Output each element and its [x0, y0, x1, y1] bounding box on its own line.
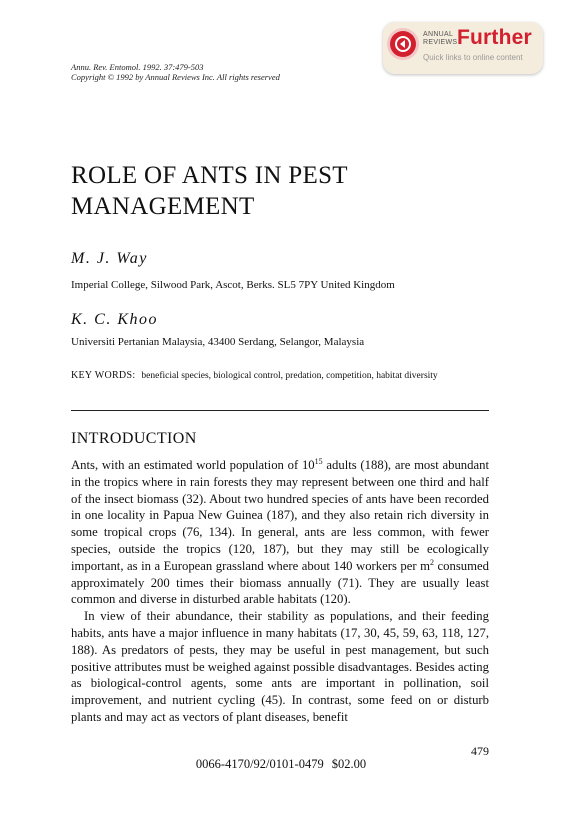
author-name: M. J. Way: [71, 250, 148, 267]
keywords: [71, 370, 438, 381]
paragraph: In view of their abundance, their stability as populations, and their feeding habits, ants have a major influence in many habitats (17, 30, 45, 59, 63, 118, 127, 188). As predators of pests, they may be useful in pest management, but such positive attributes must be weighed against possible disadvantages. Besides acting as biological-control agents, some ants are important in pollination, soil improvement, and nutrient cycling (45). In contrast, some feed on or disturb plants and may act as vectors of plant diseases, benefit: [71, 609, 489, 724]
author-affiliation: Universiti Pertanian Malaysia, 43400 Serdang, Selangor, Malaysia: [71, 336, 365, 348]
badge-subtitle: Quick links to online content: [423, 53, 523, 62]
paragraph-text: consumed approximately 200 times their biomass annually (71). They are usually least common and diverse in disturbed arable habitats (120).: [71, 558, 489, 607]
arrow-left-circle-icon: [390, 31, 416, 57]
keywords-label: KEY WORDS:: [71, 370, 136, 381]
superscript: 15: [314, 457, 323, 466]
section-heading: INTRODUCTION: [71, 430, 197, 447]
paragraph-text: adults (188), are most abundant in the tropics where in rain forests they may represent between one third and half of the insect biomass (32). About two hundred species of ants have been recorded in one locality in Papua New Guinea (187), and they also retain rich diversity in some tropical crops (76, 134). In general, ants are less common, with fewer species, outside the tropics (120, 187), but they may still be ecologically important, as in a European grassland where about 140 workers per m: [71, 458, 489, 573]
publication-code: [0, 757, 562, 772]
body-text: [71, 457, 489, 726]
author-name: K. C. Khoo: [71, 311, 159, 328]
section-divider: [71, 410, 489, 411]
badge-reviews-text: REVIEWS: [423, 39, 458, 46]
journal-citation: Annu. Rev. Entomol. 1992. 37:479-503: [71, 62, 204, 72]
further-badge[interactable]: [383, 22, 543, 74]
author-affiliation: Imperial College, Silwood Park, Ascot, Berks. SL5 7PY United Kingdom: [71, 279, 395, 291]
code-text: 0066-4170/92/0101-0479: [195, 757, 324, 771]
superscript: 2: [430, 557, 435, 567]
badge-annual-text: ANNUAL: [423, 31, 454, 38]
paragraph-text: Ants, with an estimated world population of 10: [71, 458, 315, 472]
paragraph: [71, 457, 489, 608]
page-number: 479: [471, 744, 489, 758]
article-title: ROLE OF ANTS IN PEST MANAGEMENT: [71, 162, 348, 220]
copyright-line: Copyright © 1992 by Annual Reviews Inc. All rights reserved: [71, 72, 280, 82]
price-text: $02.00: [331, 757, 367, 771]
badge-further-text: Further: [457, 26, 532, 49]
keywords-text: beneficial species, biological control, predation, competition, habitat diversity: [141, 371, 438, 381]
